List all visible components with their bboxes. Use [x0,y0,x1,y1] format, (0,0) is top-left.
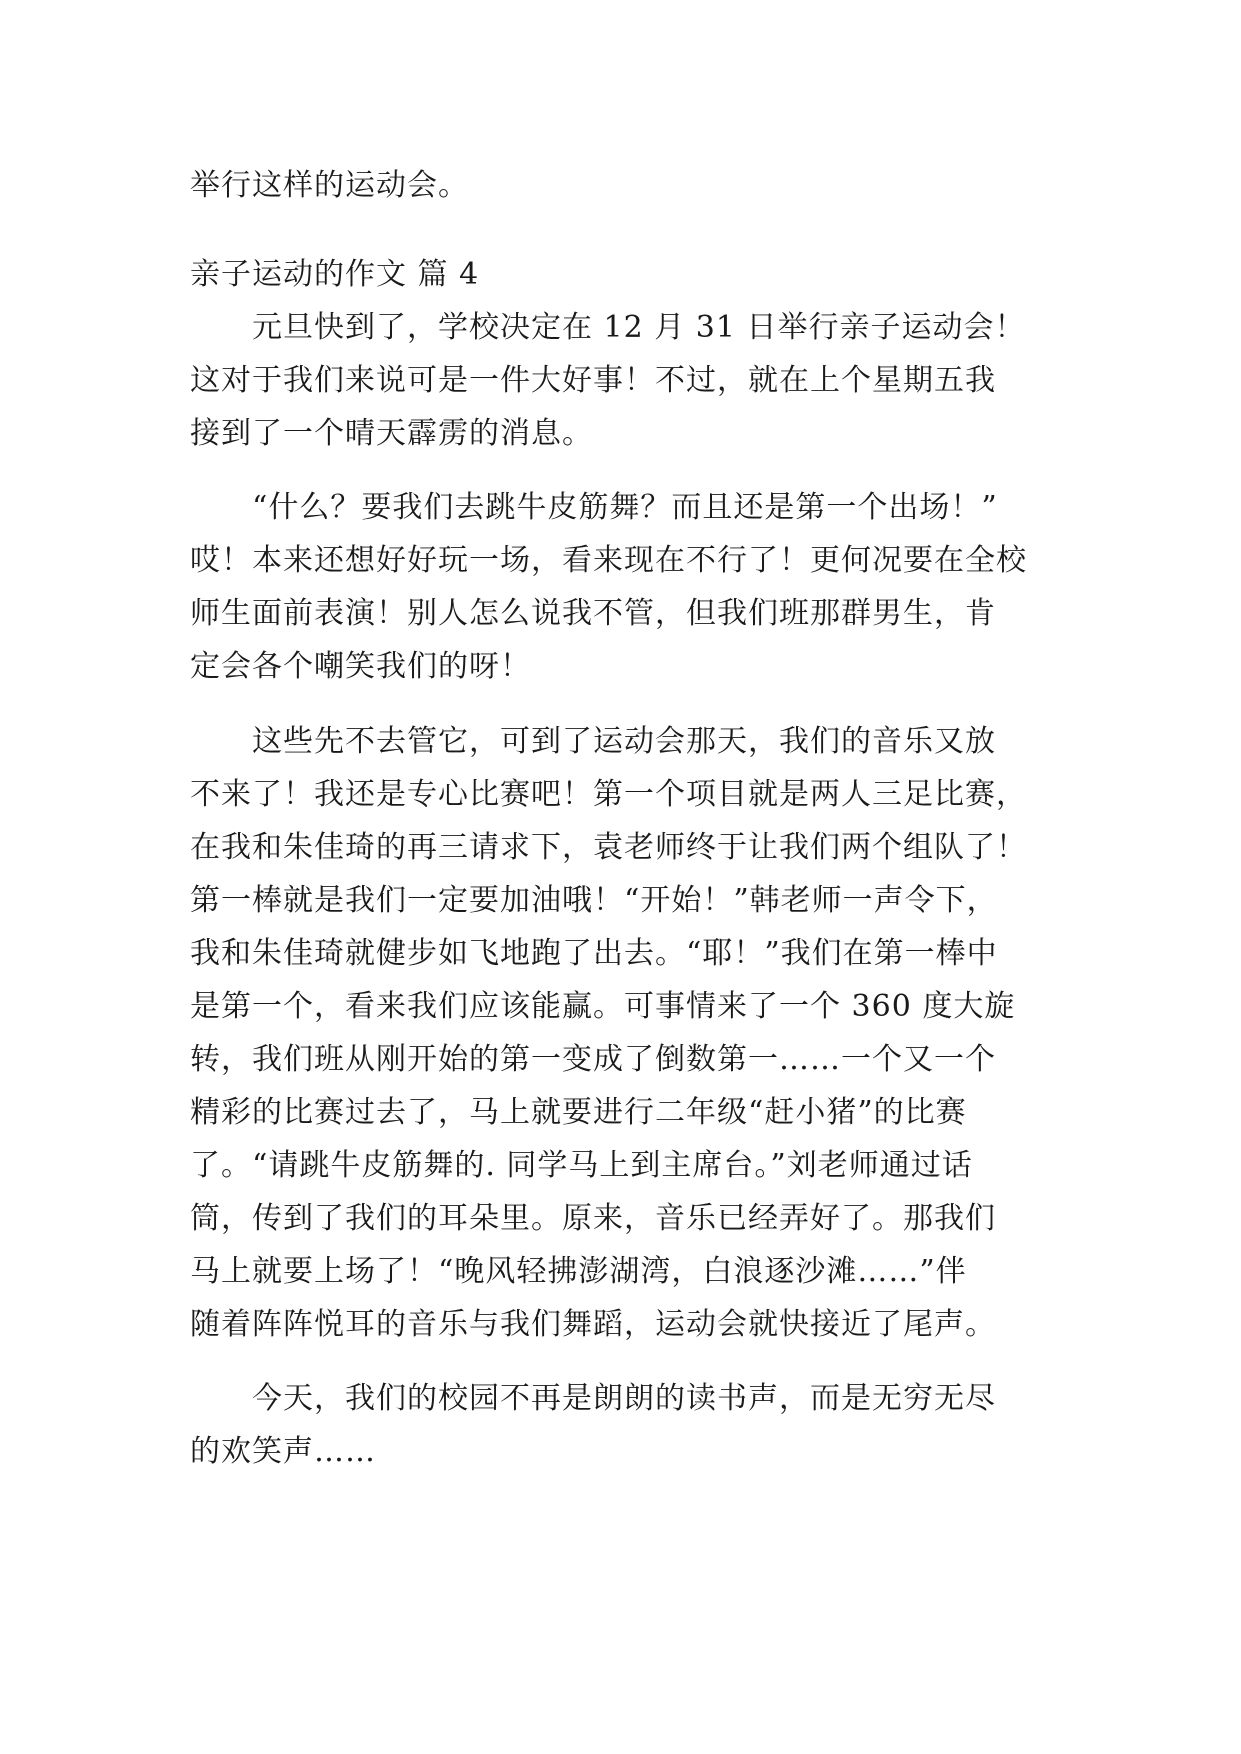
text-line: 哎！本来还想好好玩一场，看来现在不行了！更何况要在全校 [190,543,1027,578]
section-heading: 亲子运动的作文 篇 4 [190,257,480,292]
text-line: 随着阵阵悦耳的音乐与我们舞蹈，运动会就快接近了尾声。 [190,1307,996,1342]
text-line: 马上就要上场了！“晚风轻拂澎湖湾，白浪逐沙滩……”伴 [190,1254,967,1289]
text-line: 是第一个，看来我们应该能赢。可事情来了一个 360 度大旋 [190,989,1016,1024]
text-line: 定会各个嘲笑我们的呀！ [190,649,531,684]
text-line: 我和朱佳琦就健步如飞地跑了出去。“耶！”我们在第一棒中 [190,936,998,971]
text-line: 举行这样的运动会。 [190,168,469,203]
text-line: 在我和朱佳琦的再三请求下，袁老师终于让我们两个组队了！ [190,830,1027,865]
text-line: “什么？要我们去跳牛皮筋舞？而且还是第一个出场！” [252,490,998,525]
text-line: 筒，传到了我们的耳朵里。原来，音乐已经弄好了。那我们 [190,1201,996,1236]
text-line: 第一棒就是我们一定要加油哦！“开始！”韩老师一声令下， [190,883,998,918]
text-line: 了。“请跳牛皮筋舞的. 同学马上到主席台。”刘老师通过话 [190,1148,973,1183]
text-line: 这对于我们来说可是一件大好事！不过，就在上个星期五我 [190,363,996,398]
text-line: 今天，我们的校园不再是朗朗的读书声，而是无穷无尽 [252,1381,996,1416]
text-line: 师生面前表演！别人怎么说我不管，但我们班那群男生，肯 [190,596,996,631]
text-line: 元旦快到了，学校决定在 12 月 31 日举行亲子运动会！ [252,310,1026,345]
text-line: 接到了一个晴天霹雳的消息。 [190,416,593,451]
text-line: 精彩的比赛过去了，马上就要进行二年级“赶小猪”的比赛 [190,1095,967,1130]
text-line: 这些先不去管它，可到了运动会那天，我们的音乐又放 [252,724,996,759]
text-line: 的欢笑声…… [190,1434,376,1469]
text-line: 不来了！我还是专心比赛吧！第一个项目就是两人三足比赛， [190,777,1027,812]
text-line: 转，我们班从刚开始的第一变成了倒数第一……一个又一个 [190,1042,996,1077]
